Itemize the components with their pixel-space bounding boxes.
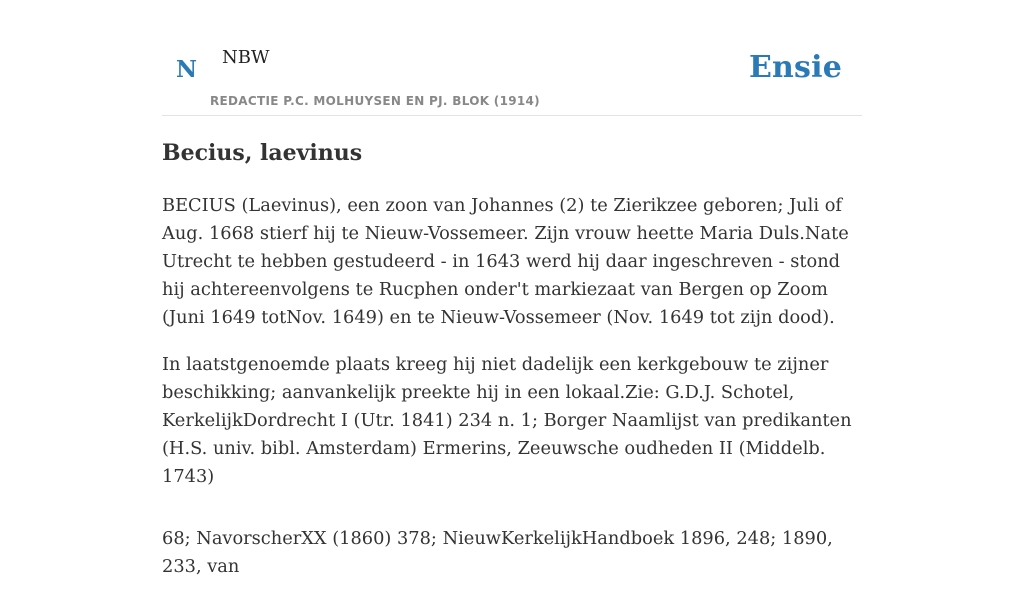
brand-logo-link[interactable]: Ensie bbox=[748, 50, 842, 85]
source-name: NBW bbox=[222, 47, 270, 68]
source-logo: N bbox=[176, 56, 198, 83]
article-paragraph: BECIUS (Laevinus), een zoon van Johannes (2) te Zierikzee geboren; Juli of Aug. 1668 stierf hij te Nieuw-Vossemeer. Zijn vrouw heette Maria Duls.Nate Utrecht te hebben gestudeerd - in 1643 werd hij daar ingeschreven - stond hij achtereenvolgens te Rucphen onder't markiezaat van Bergen op Zoom (Juni 1649 totNov. 1649) en te Nieuw-Vossemeer (Nov. 1649 tot zijn dood). bbox=[162, 195, 849, 328]
page bbox=[162, 0, 862, 577]
editors-line: REDACTIE P.C. MOLHUYSEN EN PJ. BLOK (1914) bbox=[210, 94, 540, 108]
article-paragraph: In laatstgenoemde plaats kreeg hij niet dadelijk een kerkgebouw te zijner beschikking; aanvankelijk preekte hij in een lokaal.Zie: G.D.J. Schotel, KerkelijkDordrecht I (Utr. 1841) 234 n. 1; Borger Naamlijst van predikanten (H.S. univ. bibl. Amsterdam) Ermerins, Zeeuwsche oudheden II (Middelb. 1743) bbox=[162, 354, 852, 487]
header bbox=[162, 0, 862, 116]
article-paragraph: 68; NavorscherXX (1860) 378; NieuwKerkelijkHandboek 1896, 248; 1890, 233, van bbox=[162, 528, 833, 577]
article-body bbox=[162, 192, 862, 600]
page-title: Becius, laevinus bbox=[162, 140, 363, 166]
